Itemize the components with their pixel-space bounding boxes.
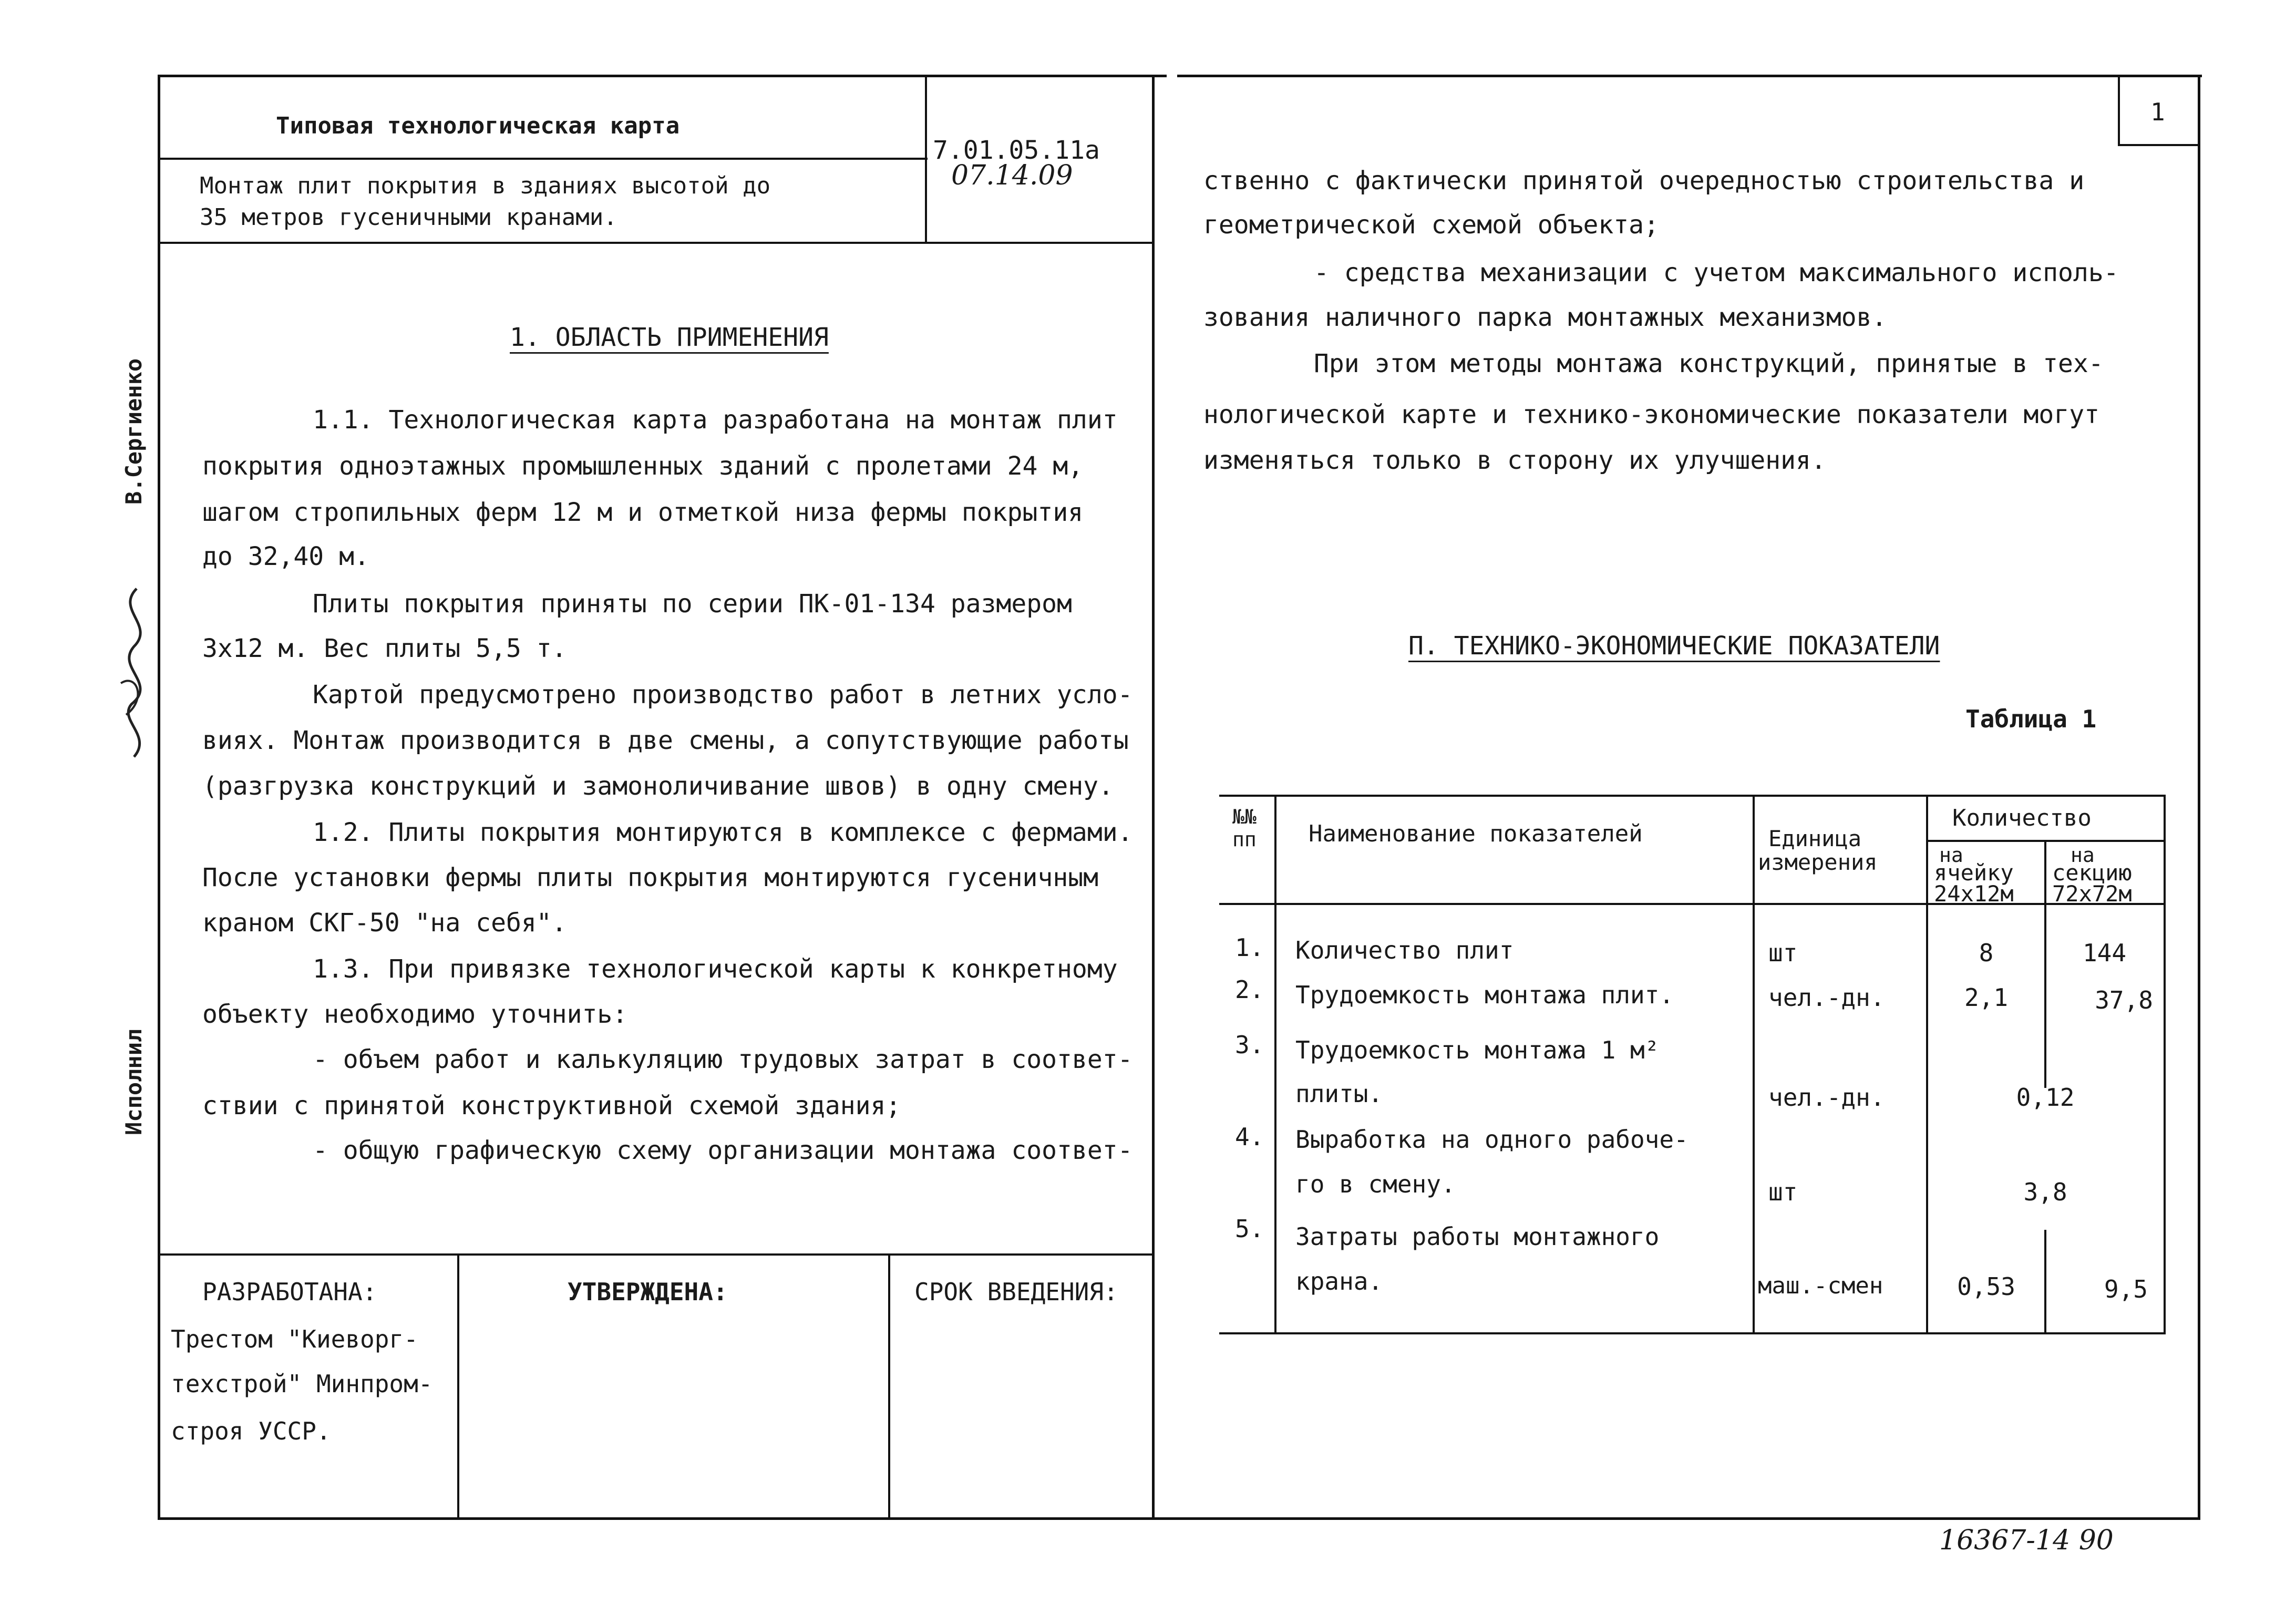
cell-num: 2. xyxy=(1235,975,1264,1004)
s1-line: виях. Монтаж производится в две смены, а сопутствующие работы xyxy=(202,726,1129,755)
rc-line: нологической карте и технико-экономические показатели могут xyxy=(1203,400,2100,429)
cell-num: 5. xyxy=(1235,1215,1264,1243)
effective-label: СРОК ВВЕДЕНИЯ: xyxy=(914,1278,1118,1306)
s1-line: краном СКГ-50 "на себя". xyxy=(202,908,567,938)
header-bottom xyxy=(158,242,1154,244)
tbl-col-1 xyxy=(1274,795,1276,1334)
frame-top-left xyxy=(158,75,1167,77)
cell-name-2: крана. xyxy=(1295,1267,1383,1296)
s1-line: объекту необходимо уточнить: xyxy=(202,1000,628,1029)
cell-value-cell: 0,53 xyxy=(1957,1272,2015,1301)
rc-line: геометрической схемой объекта; xyxy=(1203,210,1659,240)
frame-top-right xyxy=(1177,75,2202,77)
cell-unit: шт xyxy=(1768,1178,1798,1206)
s1-line: 1.1. Технологическая карта разработана на монтаж плит xyxy=(313,405,1118,435)
cell-unit: чел.-дн. xyxy=(1768,1083,1885,1112)
header-row-divider xyxy=(158,158,928,160)
tbl-col-5 xyxy=(2164,795,2166,1334)
s1-line: 1.2. Плиты покрытия монтируются в комплексе с фермами. xyxy=(313,818,1133,847)
cell-name: Трудоемкость монтажа плит. xyxy=(1295,981,1674,1009)
s1-line: 1.3. При привязке технологической карты к конкретному xyxy=(313,954,1118,984)
cell-unit: чел.-дн. xyxy=(1768,983,1885,1012)
th-sec-2: секцию xyxy=(2052,860,2132,886)
cell-num: 3. xyxy=(1235,1031,1264,1059)
cell-name-2: го в смену. xyxy=(1295,1170,1456,1198)
rc-line: изменяться только в сторону их улучшения. xyxy=(1203,446,1826,475)
role-label: Исполнил xyxy=(121,1029,147,1135)
developed-by-line: Трестом "Киеворг- xyxy=(171,1325,418,1353)
approved-label: УТВЕРЖДЕНА: xyxy=(568,1278,728,1306)
page-number: 1 xyxy=(2150,98,2165,126)
th-num: №№ xyxy=(1232,805,1257,828)
rc-line: При этом методы монтажа конструкций, принятые в тех- xyxy=(1314,349,2104,378)
tbl-col-3 xyxy=(1926,795,1928,1334)
section2-heading: П. ТЕХНИКО-ЭКОНОМИЧЕСКИЕ ПОКАЗАТЕЛИ xyxy=(1408,631,1940,661)
rc-line: ственно с фактически принятой очередностью строительства и xyxy=(1203,166,2085,196)
cell-value-merged: 0,12 xyxy=(2016,1083,2075,1112)
frame-bottom xyxy=(158,1517,2200,1520)
cell-unit: шт xyxy=(1768,939,1798,967)
th-qty: Количество xyxy=(1952,805,2092,831)
th-unit-2: измерения xyxy=(1758,849,1878,875)
frame-right xyxy=(2198,75,2200,1520)
th-cell-2: ячейку xyxy=(1934,860,2014,886)
cell-value-section: 144 xyxy=(2082,939,2127,967)
tbl-header-bottom xyxy=(1219,903,2165,905)
s1-line: (разгрузка конструкций и замоноличивание швов) в одну смену. xyxy=(202,772,1114,801)
subject-line-1: Монтаж плит покрытия в зданиях высотой до xyxy=(200,172,771,199)
s1-line: После установки фермы плиты покрытия монтируются гусеничным xyxy=(202,863,1099,892)
author-name: В.Сергиенко xyxy=(121,358,147,505)
footer-divider-1 xyxy=(457,1253,459,1519)
tbl-bottom xyxy=(1219,1332,2165,1334)
th-cell-3: 24х12м xyxy=(1934,881,2014,907)
table-label: Таблица 1 xyxy=(1965,705,2097,733)
developed-label: РАЗРАБОТАНА: xyxy=(202,1278,377,1306)
column-divider xyxy=(1152,75,1155,1520)
cell-name-2: плиты. xyxy=(1295,1080,1383,1108)
cell-value-cell: 8 xyxy=(1979,939,1994,967)
th-name: Наименование показателей xyxy=(1309,820,1643,847)
th-sec-1: на xyxy=(2071,844,2095,867)
header-code-divider xyxy=(925,75,927,244)
developed-by-line: техстрой" Минпром- xyxy=(171,1370,433,1398)
th-sec-3: 72х72м xyxy=(2052,881,2132,907)
rc-line: - средства механизации с учетом максимального исполь- xyxy=(1314,258,2119,287)
footer-divider-2 xyxy=(888,1253,890,1519)
header-title: Типовая технологическая карта xyxy=(276,112,680,139)
tbl-col-2 xyxy=(1753,795,1755,1334)
pagebox-left xyxy=(2118,75,2120,146)
th-num2: пп xyxy=(1232,828,1257,851)
s1-line: 3х12 м. Вес плиты 5,5 т. xyxy=(202,634,567,663)
cell-value-cell: 2,1 xyxy=(1964,983,2009,1012)
cell-name: Затраты работы монтажного xyxy=(1295,1222,1660,1251)
s1-line: ствии с принятой конструктивной схемой здания; xyxy=(202,1091,901,1120)
frame-left xyxy=(158,75,160,1520)
rc-line: зования наличного парка монтажных механизмов. xyxy=(1203,303,1887,332)
th-unit-1: Единица xyxy=(1768,826,1862,851)
s1-line: - объем работ и калькуляцию трудовых затрат в соответ- xyxy=(313,1045,1133,1074)
cell-value-merged: 3,8 xyxy=(2023,1178,2067,1206)
pagebox-bottom xyxy=(2118,144,2199,146)
s1-line: покрытия одноэтажных промышленных зданий с пролетами 24 м, xyxy=(202,451,1084,481)
cell-value-section: 37,8 xyxy=(2095,986,2153,1014)
tbl-col-4b xyxy=(2044,1230,2046,1334)
cell-num: 1. xyxy=(1235,933,1264,962)
cell-name: Трудоемкость монтажа 1 м² xyxy=(1295,1036,1660,1064)
footer-top xyxy=(158,1253,1154,1256)
tbl-col-4 xyxy=(2044,841,2046,1088)
th-cell-1: на xyxy=(1939,844,1963,867)
cell-value-section: 9,5 xyxy=(2104,1275,2148,1303)
s1-line: Картой предусмотрено производство работ в летних усло- xyxy=(313,680,1133,710)
author-signature xyxy=(105,578,168,778)
cell-name: Количество плит xyxy=(1295,936,1514,964)
section1-heading: 1. ОБЛАСТЬ ПРИМЕНЕНИЯ xyxy=(510,323,829,352)
cell-num: 4. xyxy=(1235,1123,1264,1151)
s1-line: до 32,40 м. xyxy=(202,542,369,571)
bottom-code: 16367-14 90 xyxy=(1939,1525,2114,1556)
tbl-qty-divider xyxy=(1926,840,2164,842)
s1-line: Плиты покрытия приняты по серии ПК-01-134 размером xyxy=(313,589,1072,619)
s1-line: шагом стропильных ферм 12 м и отметкой низа фермы покрытия xyxy=(202,498,1084,527)
s1-line: - общую графическую схему организации монтажа соответ- xyxy=(313,1136,1133,1165)
document-code: 7.01.05.11а xyxy=(933,136,1100,165)
developed-by-line: строя УССР. xyxy=(171,1417,331,1445)
cell-unit: маш.-смен xyxy=(1758,1272,1883,1299)
handwritten-date: 07.14.09 xyxy=(951,160,1073,191)
tbl-top xyxy=(1219,795,2165,797)
subject-line-2: 35 метров гусеничными кранами. xyxy=(200,204,617,231)
cell-name: Выработка на одного рабоче- xyxy=(1295,1125,1688,1154)
